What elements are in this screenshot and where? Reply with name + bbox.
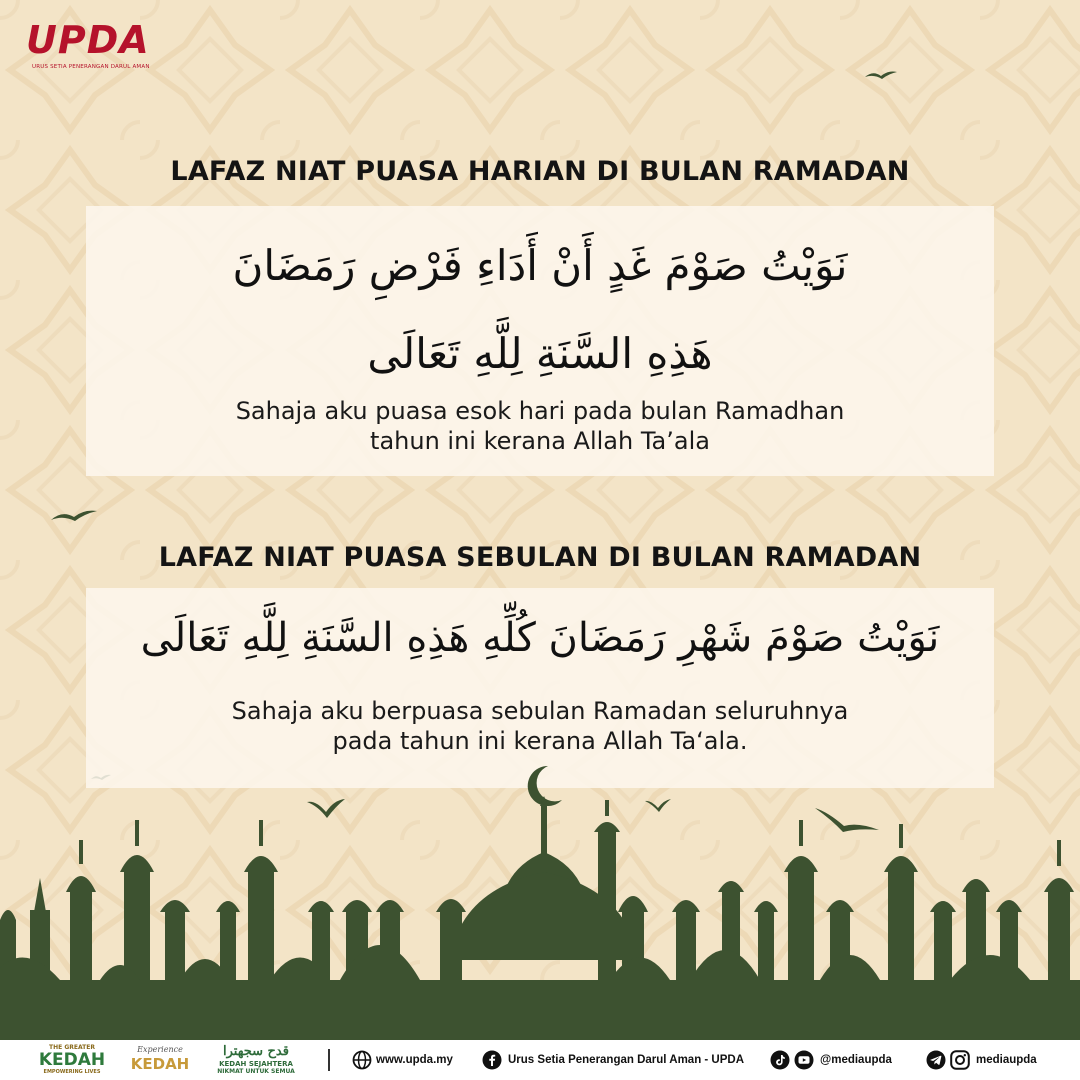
tiktok-icon[interactable] [770,1050,790,1070]
telegram-icon[interactable] [926,1050,946,1070]
kedah3-main: KEDAH SEJAHTERA [219,1060,293,1068]
monthly-translation-line-1: Sahaja aku berpuasa sebulan Ramadan seluruhnya [231,697,849,725]
daily-arabic-line-1: نَوَيْتُ صَوْمَ غَدٍ أَنْ أَدَاءِ فَرْضِ رَمَضَانَ [232,241,848,290]
experience-kedah-logo [122,1044,198,1076]
daily-arabic-line-2: هَذِهِ السَّنَةِ لِلَّهِ تَعَالَى [367,329,713,378]
logo-wordmark: UPDA [26,18,150,62]
daily-fasting-card [86,206,994,476]
telegram-instagram-handle[interactable]: mediaupda [976,1054,1037,1066]
kedah-sejahtera-logo [204,1044,308,1076]
heading-monthly-fasting: LAFAZ NIAT PUASA SEBULAN DI BULAN RAMADAN [158,542,922,573]
kedah1-main: KEDAH [38,1050,106,1070]
kedah2-top: Experience [137,1045,183,1054]
daily-translation-line-1: Sahaja aku puasa esok hari pada bulan Ramadhan [235,397,845,425]
tiktok-youtube-handle[interactable]: @mediaupda [820,1054,892,1066]
youtube-icon[interactable] [794,1050,814,1070]
monthly-arabic-line: نَوَيْتُ صَوْمَ شَهْرِ رَمَضَانَ كُلِّهِ هَذِهِ السَّنَةِ لِلَّهِ تَعَالَى [140,615,940,661]
facebook-icon[interactable] [482,1050,502,1070]
the-greater-kedah-logo [26,1044,118,1076]
instagram-icon[interactable] [950,1050,970,1070]
kedah3-top: قدح سجهترا [223,1044,289,1059]
kedah1-top: THE GREATER [49,1044,95,1051]
mosque-skyline [0,760,1080,1040]
footer-bar [0,1040,1080,1080]
kedah2-main: KEDAH [130,1055,190,1073]
monthly-translation-line-2: pada tahun ini kerana Allah Ta‘ala. [332,727,748,755]
kedah1-bottom: EMPOWERING LIVES [43,1069,101,1075]
logo-tagline: URUS SETIA PENERANGAN DARUL AMAN [32,64,150,70]
facebook-page-link[interactable]: Urus Setia Penerangan Darul Aman - UPDA [508,1054,745,1066]
website-link[interactable]: www.upda.my [376,1054,453,1066]
bird-icon [50,506,98,524]
footer-divider [328,1049,330,1071]
globe-icon[interactable] [352,1050,372,1070]
bird-icon [864,68,898,82]
heading-daily-fasting: LAFAZ NIAT PUASA HARIAN DI BULAN RAMADAN [170,156,910,187]
upda-logo [26,18,166,72]
kedah3-bottom: NIKMAT UNTUK SEMUA [217,1068,295,1075]
daily-translation-line-2: tahun ini kerana Allah Ta’ala [370,427,710,455]
monthly-fasting-card [86,588,994,788]
